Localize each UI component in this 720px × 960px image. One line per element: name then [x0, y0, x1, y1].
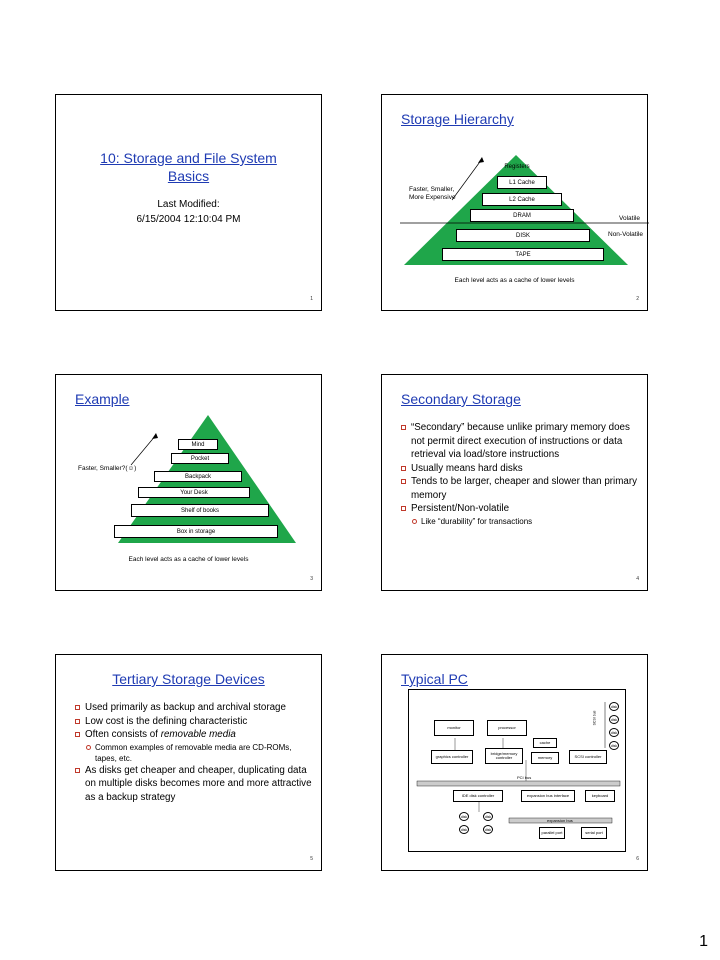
page-number: 1	[699, 933, 708, 950]
bullet-item: Low cost is the defining characteristic	[74, 715, 314, 729]
slide-4	[381, 374, 648, 591]
tier-box: Box in storage	[114, 525, 278, 538]
tier-dram: DRAM	[470, 209, 574, 222]
tier-shelf: Shelf of books	[131, 504, 269, 517]
speed-label: Faster, Smaller?(☺)	[78, 465, 137, 472]
slide-2	[381, 94, 648, 311]
pci-bus-label: PCI bus	[517, 775, 532, 780]
speed-arrow	[131, 435, 156, 465]
tier-l2: L2 Cache	[482, 193, 562, 206]
speed-arrowhead	[478, 157, 484, 163]
cache-box: cache	[533, 738, 557, 748]
bullet-list	[400, 421, 640, 527]
tier-disk: DISK	[456, 229, 590, 242]
slide-number: 3	[310, 576, 313, 582]
tier-l1: L1 Cache	[497, 176, 547, 189]
sub-bullet-item: Common examples of removable media are CD-ROMs, tapes, etc.	[74, 742, 314, 764]
tier-desk: Your Desk	[138, 487, 250, 498]
sub-bullet-item: Like “durability” for transactions	[400, 516, 640, 527]
bullet-item: Usually means hard disks	[400, 462, 640, 476]
slide-number: 2	[636, 296, 639, 302]
tier-pocket: Pocket	[171, 453, 229, 464]
bullet-item: Tends to be larger, cheaper and slower than primary memory	[400, 475, 640, 502]
tier-mind: Mind	[178, 439, 218, 450]
monitor-box: monitor	[434, 720, 474, 736]
slide-6	[381, 654, 648, 871]
modified-date: 6/15/2004 12:10:04 PM	[136, 214, 241, 225]
slide-3	[55, 374, 322, 591]
ide-disk: disk	[483, 825, 493, 834]
serial-port-box: serial port	[581, 827, 607, 839]
bullet-item: As disks get cheaper and cheaper, duplicating data on multiple disks becomes more and more attractive as a backup strategy	[74, 764, 314, 805]
tier-registers: Registers	[504, 164, 530, 170]
speed-arrowhead	[152, 433, 158, 439]
scsi-controller-box: SCSI controller	[569, 750, 607, 764]
speed-label: Faster, Smaller, More Expensive	[409, 186, 456, 201]
volatile-label: Volatile	[619, 215, 640, 222]
ide-disk: disk	[459, 812, 469, 821]
slide-number: 5	[310, 856, 313, 862]
bullet-list	[74, 701, 314, 804]
ide-controller-box: IDE disk controller	[453, 790, 503, 802]
graphics-controller-box: graphics controller	[431, 750, 473, 764]
parallel-port-box: parallel port	[539, 827, 565, 839]
ide-disk: disk	[459, 825, 469, 834]
slide-4-title: Secondary Storage	[401, 391, 521, 407]
expansion-bus-label: expansion bus	[547, 818, 573, 823]
bridge-box: bridge/memory controller	[485, 748, 523, 764]
pci-bus-bar	[417, 781, 620, 786]
bullet-item: Used primarily as backup and archival storage	[74, 701, 314, 715]
processor-box: processor	[487, 720, 527, 736]
slide-2-title: Storage Hierarchy	[401, 111, 514, 127]
scsi-bus-label: SCSI bus	[592, 710, 597, 726]
caption: Each level acts as a cache of lower levels	[128, 556, 249, 563]
tier-tape: TAPE	[442, 248, 604, 261]
caption: Each level acts as a cache of lower levels	[454, 277, 575, 284]
memory-box: memory	[531, 752, 559, 764]
title-line-2: Basics	[167, 168, 210, 184]
scsi-disk: disk	[609, 715, 619, 724]
expansion-interface-box: expansion bus interface	[521, 790, 575, 802]
nonvolatile-label: Non-Volatile	[608, 231, 644, 238]
slide-number: 1	[310, 296, 313, 302]
pc-diagram	[408, 689, 626, 852]
slide-1-title	[56, 149, 321, 185]
scsi-disk: disk	[609, 741, 619, 750]
slide-number: 4	[636, 576, 639, 582]
slide-3-title: Example	[75, 391, 130, 407]
slide-number: 6	[636, 856, 639, 862]
bullet-item: Persistent/Non-volatile	[400, 502, 640, 516]
bullet-item: Often consists of removable media	[74, 728, 314, 742]
tier-backpack: Backpack	[154, 471, 242, 482]
slide-5-title: Tertiary Storage Devices	[112, 671, 265, 687]
slide-5	[55, 654, 322, 871]
title-line-1: 10: Storage and File System	[100, 150, 277, 166]
slide-1	[55, 94, 322, 311]
modified-label: Last Modified:	[157, 199, 220, 210]
ide-disk: disk	[483, 812, 493, 821]
slide-6-title: Typical PC	[401, 671, 468, 687]
keyboard-box: keyboard	[585, 790, 615, 802]
bullet-item: “Secondary” because unlike primary memory does not permit direct execution of instructions or data retrieval via load/store instructions	[400, 421, 640, 462]
scsi-disk: disk	[609, 702, 619, 711]
scsi-disk: disk	[609, 728, 619, 737]
